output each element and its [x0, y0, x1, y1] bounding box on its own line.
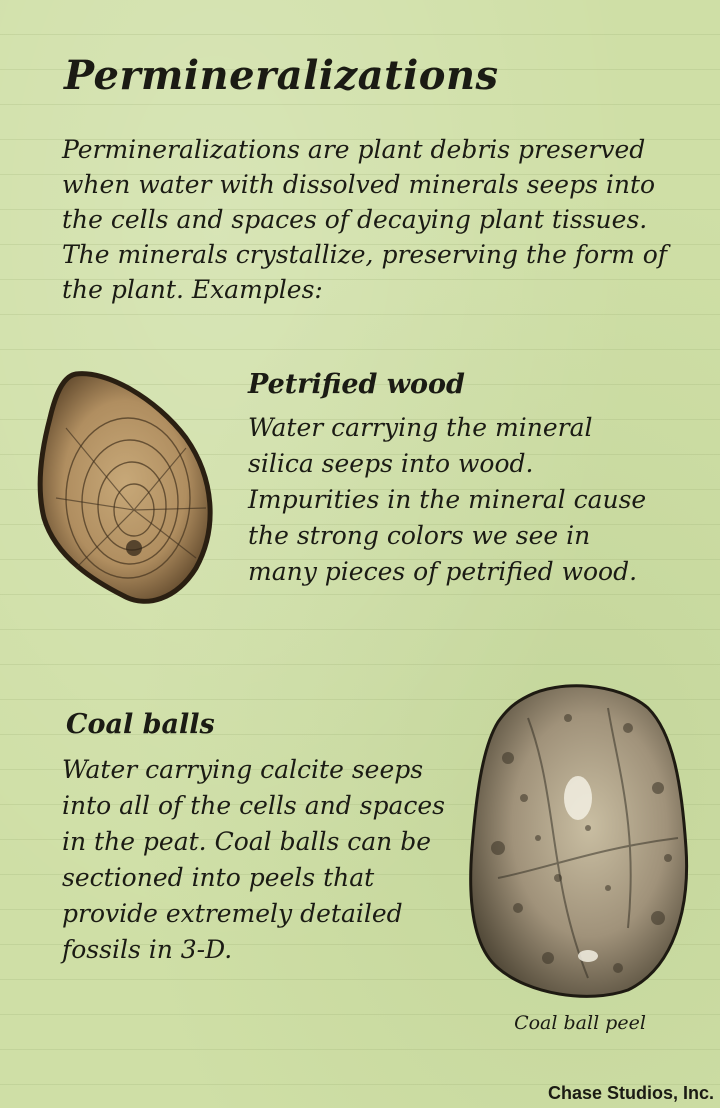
- petrified-wood-image: [36, 368, 216, 608]
- coal-ball-peel-caption: Coal ball peel: [514, 1012, 646, 1034]
- intro-paragraph: Permineralizations are plant debris preserved when water with dissolved minerals seeps into the cells and spaces of decaying plant tissues. The minerals crystallize, preserving the form of the plant. Examples:: [62, 135, 668, 304]
- petrified-wood-text: Water carrying the mineral silica seeps into wood. Impurities in the mineral cause the strong colors we see in many pieces of petrified wood.: [248, 413, 647, 586]
- coal-balls-text: Water carrying calcite seeps into all of the cells and spaces in the peat. Coal balls can be sectioned into peels that provide extremely detailed fossils in 3-D.: [62, 755, 446, 964]
- credit-text: Chase Studios, Inc.: [547, 1083, 714, 1103]
- coal-ball-peel-image: [468, 678, 692, 998]
- page-title: Permineralizations: [64, 52, 499, 99]
- petrified-wood-heading: Petrified wood: [248, 369, 465, 400]
- coal-balls-heading: Coal balls: [66, 709, 215, 740]
